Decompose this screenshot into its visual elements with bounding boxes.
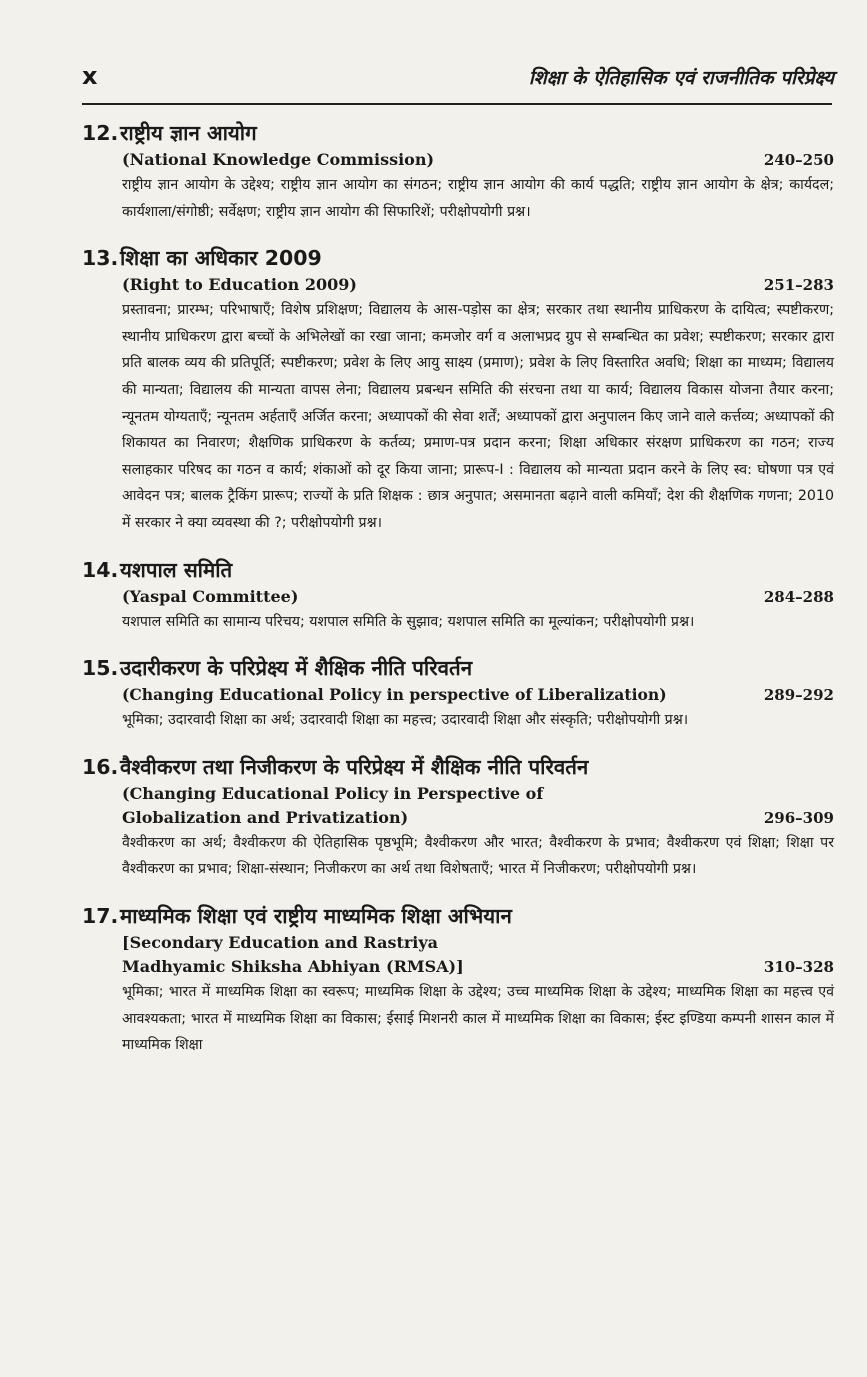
chapter-number: 16.: [82, 754, 119, 779]
english-title: (National Knowledge Commission): [122, 150, 435, 169]
chapter-title-text: उदारीकरण के परिप्रेक्ष्य में शैक्षिक नीति परिवर्तन: [120, 656, 473, 681]
chapter-number: 17.: [82, 903, 119, 928]
page-header: [82, 62, 834, 102]
english-title-row: [82, 931, 834, 979]
english-title-line-2: Madhyamic Shiksha Abhiyan (RMSA)]: [122, 956, 464, 976]
chapter-number: 12.: [82, 121, 119, 145]
english-title: (Right to Education 2009): [122, 275, 357, 295]
english-title-line-1: (Changing Educational Policy in Perspective of: [122, 783, 544, 803]
page-range: 310–328: [763, 957, 834, 976]
contents-entry-13: [82, 243, 834, 536]
chapter-topics: वैश्वीकरण का अर्थ; वैश्वीकरण की ऐतिहासिक पृष्ठभूमि; वैश्वीकरण और भारत; वैश्वीकरण के प्रभाव; वैश्वीकरण एवं शिक्षा; शिक्षा पर वैश्वीकरण का प्रभाव; शिक्षा-संस्थान; निजीकरण का अर्थ तथा विशेषताएँ; भारत में निजीकरण; परीक्षोपयोगी प्रश्न।: [122, 834, 834, 878]
running-title: शिक्षा के ऐतिहासिक एवं राजनीतिक परिप्रेक्ष्य: [528, 67, 834, 89]
contents-entry-17: [82, 901, 834, 1059]
chapter-title: [82, 901, 834, 931]
page-number: x: [82, 62, 98, 90]
chapter-title: [82, 555, 834, 585]
contents-entry-15: [82, 653, 834, 734]
english-title-row: [82, 585, 834, 609]
chapter-title-text: राष्ट्रीय ज्ञान आयोग: [120, 121, 257, 145]
header-rule: [82, 103, 832, 105]
english-title-row: [82, 273, 834, 297]
contents-entry-16: [82, 752, 834, 883]
page-range: 240–250: [763, 151, 834, 169]
chapter-title-text: माध्यमिक शिक्षा एवं राष्ट्रीय माध्यमिक शिक्षा अभियान: [120, 903, 512, 928]
contents-entry-14: [82, 555, 834, 636]
chapter-title: [82, 653, 834, 683]
chapter-topics: यशपाल समिति का सामान्य परिचय; यशपाल समिति के सुझाव; यशपाल समिति का मूल्यांकन; परीक्षोपयोगी प्रश्न।: [122, 613, 695, 630]
english-title-line-1: [Secondary Education and Rastriya: [122, 932, 439, 952]
page-range: 289–292: [763, 686, 834, 705]
chapter-title-text: यशपाल समिति: [120, 557, 233, 582]
english-title: (Changing Educational Policy in perspective of Liberalization): [122, 685, 667, 705]
english-title-row: [82, 148, 834, 172]
chapter-title: [82, 752, 834, 782]
chapter-topics: भूमिका; भारत में माध्यमिक शिक्षा का स्वरूप; माध्यमिक शिक्षा के उद्देश्य; उच्च माध्यमिक शिक्षा के उद्देश्य; माध्यमिक शिक्षा का महत्त्व एवं आवश्यकता; भारत में माध्यमिक शिक्षा का विकास; ईसाई मिशनरी काल में माध्यमिक शिक्षा का विकास; ईस्ट इण्डिया कम्पनी शासन काल में माध्यमिक शिक्षा: [122, 983, 834, 1054]
page-range: 284–288: [763, 587, 834, 606]
contents-list: [82, 118, 834, 1077]
chapter-title-text: शिक्षा का अधिकार 2009: [120, 246, 322, 271]
chapter-topics: प्रस्तावना; प्रारम्भ; परिभाषाएँ; विशेष प्रशिक्षण; विद्यालय के आस-पड़ोस का क्षेत्र; सरकार तथा स्थानीय प्राधिकरण के दायित्व; स्पष्टीकरण; स्थानीय प्राधिकरण द्वारा बच्चों के अभिलेखों का रखा जाना; कमजोर वर्ग व अलाभप्रद ग्रुप से सम्बन्धित का प्रवेश; स्पष्टीकरण; सरकार द्वारा प्रति बालक व्यय की प्रतिपूर्ति; स्पष्टीकरण; प्रवेश के लिए आयु साक्ष्य (प्रमाण); प्रवेश के लिए विस्तारित अवधि; शिक्षा का माध्यम; विद्यालय की मान्यता; विद्यालय की मान्यता वापस लेना; विद्यालय प्रबन्धन समिति की संरचना तथा या कार्य; विद्यालय विकास योजना तैयार करना; न्यूनतम योग्यताएँ; न्यूनतम अर्हताएँ अर्जित करना; अध्यापकों की सेवा शर्तें; अध्यापकों द्वारा अनुपालन किए जाने वाले कर्त्तव्य; अध्यापकों की शिकायत का निवारण; शैक्षणिक प्राधिकरण के कर्तव्य; प्रमाण-पत्र प्रदान करना; शिक्षा अधिकार संरक्षण प्राधिकरण का गठन; राज्य सलाहकार परिषद का गठन व कार्य; शंकाओं को दूर किया जाना; प्रारूप-I : विद्यालय को मान्यता प्रदान करने के लिए स्व: घोषणा पत्र एवं आवेदन पत्र; बालक ट्रैकिंग प्रारूप; राज्यों के प्रति शिक्षक : छात्र अनुपात; असमानता बढ़ाने वाली कमियाँ; देश की शैक्षणिक गणना; 2010 में सरकार ने क्या व्यवस्था की ?; परीक्षोपयोगी प्रश्न।: [122, 302, 834, 531]
chapter-title: [82, 243, 834, 273]
chapter-title: [82, 118, 834, 148]
chapter-topics: भूमिका; उदारवादी शिक्षा का अर्थ; उदारवादी शिक्षा का महत्त्व; उदारवादी शिक्षा और संस्कृति; परीक्षोपयोगी प्रश्न।: [122, 712, 689, 729]
english-title-line-2: Globalization and Privatization): [122, 807, 409, 827]
page-range: 296–309: [763, 808, 834, 827]
chapter-number: 14.: [82, 557, 119, 582]
contents-entry-12: [82, 118, 834, 225]
chapter-title-text: वैश्वीकरण तथा निजीकरण के परिप्रेक्ष्य में शैक्षिक नीति परिवर्तन: [120, 754, 589, 779]
chapter-topics: राष्ट्रीय ज्ञान आयोग के उद्देश्य; राष्ट्रीय ज्ञान आयोग का संगठन; राष्ट्रीय ज्ञान आयोग की कार्य पद्धति; राष्ट्रीय ज्ञान आयोग के क्षेत्र; कार्यदल; कार्यशाला/संगोष्ठी; सर्वेक्षण; राष्ट्रीय ज्ञान आयोग की सिफारिशें; परीक्षोपयोगी प्रश्न।: [122, 177, 834, 220]
english-title: (Yaspal Committee): [122, 586, 299, 606]
english-title-row: [82, 782, 834, 830]
chapter-number: 15.: [82, 656, 119, 681]
page-range: 251–283: [763, 276, 834, 295]
english-title-row: [82, 683, 834, 707]
chapter-number: 13.: [82, 246, 119, 271]
